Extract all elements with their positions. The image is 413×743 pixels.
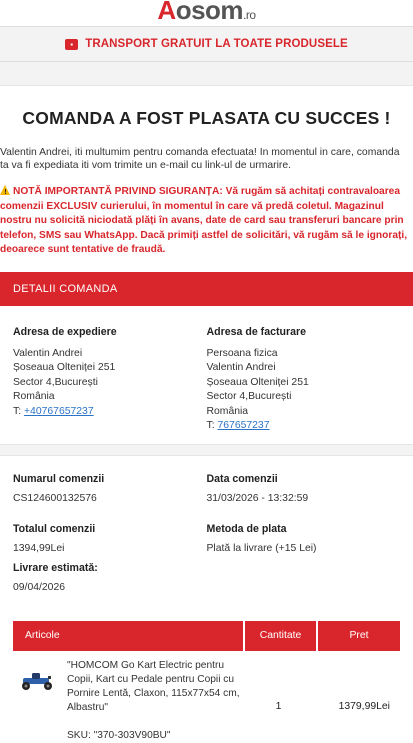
items-table — [0, 621, 413, 743]
order-total — [13, 523, 207, 554]
order-number-value: CS124600132576 — [13, 492, 97, 504]
billing-city: Sector 4,București — [206, 391, 292, 402]
truck-icon: ▪ — [65, 39, 78, 50]
product-image[interactable] — [13, 659, 67, 743]
order-number — [13, 473, 207, 504]
table-row — [13, 651, 400, 743]
page-title: COMANDA A FOST PLASATA CU SUCCES ! — [22, 108, 391, 128]
order-number-label: Numarul comenzii — [13, 472, 105, 485]
product-name[interactable]: "HOMCOM Go Kart Electric pentru Copii, Kart cu Pedale pentru Copii cu Pornire Lentă, Claxon, 115x77x54 cm, Albastru" — [67, 659, 240, 714]
addresses-block — [0, 306, 413, 434]
shipping-phone-link[interactable]: +40767657237 — [23, 405, 94, 417]
safety-notice — [0, 185, 413, 258]
payment-method-value: Plată la livrare (+15 Lei) — [206, 542, 317, 554]
aosom-logo[interactable]: Aosom.ro — [157, 0, 256, 25]
column-header-quantity: Cantitate — [245, 621, 316, 651]
billing-phone-row — [207, 419, 401, 434]
shipping-phone-row — [13, 405, 207, 420]
shipping-phone-label: T: — [13, 405, 22, 417]
order-details-header — [0, 272, 413, 306]
order-total-label: Totalul comenzii — [13, 522, 96, 535]
warning-icon — [0, 185, 11, 195]
billing-address-heading: Adresa de facturare — [206, 325, 307, 338]
shipping-country: România — [13, 391, 55, 402]
shipping-address — [13, 326, 207, 434]
shipping-city: Sector 4,București — [13, 376, 98, 388]
free-shipping-banner — [0, 26, 413, 62]
product-sku: SKU: "370-303V90BU" — [67, 729, 171, 741]
order-date — [207, 473, 401, 504]
column-header-articles: Articole — [13, 621, 243, 651]
column-header-price: Pret — [318, 621, 400, 651]
items-table-header — [13, 621, 400, 651]
billing-phone-link[interactable]: 767657237 — [217, 420, 270, 431]
main-content — [0, 108, 413, 743]
order-total-value: 1394,99Lei — [13, 542, 65, 554]
section-divider — [0, 444, 413, 456]
billing-address — [207, 326, 401, 434]
shipping-address-heading: Adresa de expediere — [13, 325, 117, 338]
free-shipping-text: TRANSPORT GRATUIT LA TOATE PRODUSELE — [85, 38, 348, 50]
product-description — [67, 659, 243, 743]
billing-name: Valentin Andrei — [206, 362, 276, 373]
header-logo-bar — [0, 0, 413, 25]
info-row — [13, 523, 400, 554]
estimated-delivery — [13, 562, 207, 593]
order-date-label: Data comenzii — [206, 472, 278, 485]
payment-method — [207, 523, 401, 554]
shipping-name: Valentin Andrei — [13, 347, 83, 359]
go-kart-image — [18, 669, 58, 693]
order-date-value: 31/03/2026 - 13:32:59 — [206, 492, 309, 504]
billing-street: Șoseaua Olteniței 251 — [206, 376, 309, 388]
safety-notice-text: NOTĂ IMPORTANTĂ PRIVIND SIGURANȚA: Vă rugăm să achitați contravaloarea comenzii EXCLUSIV curierului, în momentul în care vă predă coletul. Magazinul nostru nu solicită niciodată plăți în avans, date de card sau transferuri bancare prin telefon, SMS sau WhatsApp. Dacă primiți astfel de solicitări, vă rugăm să le ignorați, deoarece sunt tentative de fraudă. — [0, 186, 408, 255]
order-info-grid — [0, 473, 413, 593]
info-row — [13, 473, 400, 504]
product-quantity: 1 — [275, 700, 282, 712]
estimated-delivery-value: 09/04/2026 — [13, 581, 66, 593]
spacer — [0, 62, 413, 86]
billing-phone-label: T: — [206, 420, 215, 431]
estimated-delivery-label: Livrare estimată: — [13, 561, 98, 574]
thank-you-message: Valentin Andrei, iti multumim pentru comanda efectuata! In momentul in care, comanda ta va fi expediata iti vom trimite un e-mail cu link-ul de urmarire. — [0, 147, 400, 171]
billing-type: Persoana fizica — [206, 347, 278, 359]
shipping-street: Șoseaua Olteniței 251 — [13, 362, 116, 373]
info-row — [13, 562, 400, 593]
payment-method-label: Metoda de plata — [206, 522, 287, 535]
product-price: 1379,99Lei — [338, 700, 390, 712]
billing-country: România — [206, 405, 249, 417]
order-details-title: DETALII COMANDA — [13, 282, 118, 295]
